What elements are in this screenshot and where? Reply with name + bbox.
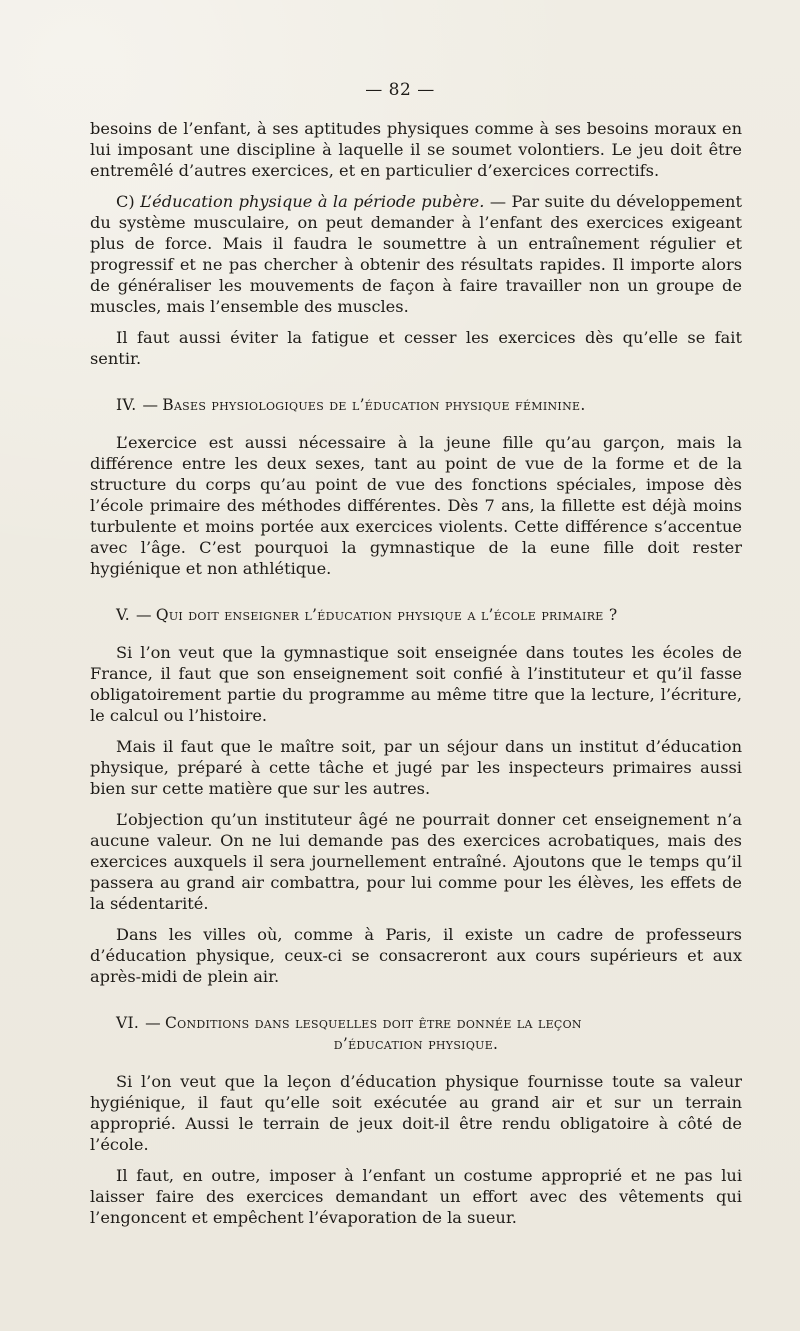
section-iv-heading <box>90 395 742 416</box>
section-vi-title-continued <box>90 1034 742 1055</box>
section-iv-title: Bases physiologiques de l’éducation physique féminine. <box>162 396 586 414</box>
section-vi-paragraph-1: Si l’on veut que la leçon d’éducation physique fournisse toute sa valeur hygiénique, il faut qu’elle soit exécutée au grand air et sur un terrain approprié. Aussi le terrain de jeux doit-il être rendu obligatoire à côté de l’école. <box>90 1072 742 1154</box>
section-vi-dash: — <box>145 1014 161 1032</box>
page-number: — 82 — <box>365 80 435 100</box>
section-vi-title: Conditions dans lesquelles doit être donnée la leçon <box>164 1014 582 1032</box>
section-v-dash: — <box>136 606 152 624</box>
section-iv-paragraph: L’exercice est aussi nécessaire à la jeune fille qu’au garçon, mais la différence entre les deux sexes, tant au point de vue de la forme et de la structure du corps qu’au point de vue des fonctions spéciales, impose dès l’école primaire des méthodes différentes. Dès 7 ans, la fillette est déjà moins turbulente et moins portée aux exercices violents. Cette différence s’accentue avec l’âge. C’est pourquoi la gymnastique de la eune fille doit rester hygiénique et non athlétique. <box>90 433 742 578</box>
section-c-body: — Par suite du développement du système musculaire, on peut demander à l’enfant des exercices exigeant plus de force. Mais il faudra le soumettre à un entraînement régulier et progressif et ne pas chercher à obtenir des résultats rapides. Il importe alors de généraliser les mouvements de façon à faire travailler non un groupe de muscles, mais l’ensemble des muscles. <box>90 192 742 316</box>
section-c-paragraph-2: Il faut aussi éviter la fatigue et cesser les exercices dès qu’elle se fait sentir. <box>90 328 742 368</box>
section-c-label: C) <box>116 192 135 211</box>
section-c-paragraph <box>90 191 742 317</box>
section-c-title: L’éducation physique à la période pubère. <box>140 192 485 211</box>
section-v-paragraph-3: L’objection qu’un instituteur âgé ne pourrait donner cet enseignement n’a aucune valeur. On ne lui demande pas des exercices acrobatiques, mais des exercices auxquels il sera journellement entraîné. Ajoutons que le temps qu’il passera au grand air combattra, pour lui comme pour les élèves, les effets de la sédentarité. <box>90 810 742 913</box>
section-v-title: Qui doit enseigner l’éducation physique a l’école primaire ? <box>155 606 618 624</box>
section-v-paragraph-2: Mais il faut que le maître soit, par un séjour dans un institut d’éducation physique, préparé à cette tâche et jugé par les inspecteurs primaires aussi bien sur cette matière que sur les autres. <box>90 737 742 798</box>
section-v-number: V. <box>116 606 131 624</box>
section-iv-dash: — <box>142 396 159 414</box>
section-v-heading <box>90 605 742 626</box>
intro-paragraph: besoins de l’enfant, à ses aptitudes physiques comme à ses besoins moraux en lui imposant une discipline à laquelle il se soumet volontiers. Le jeu doit être entremêlé d’autres exercices, et en particulier d’exercices correctifs. <box>90 119 742 180</box>
section-vi-number: VI. <box>116 1014 140 1032</box>
section-vi-title-line-2: d’éducation physique. <box>333 1035 499 1053</box>
section-vi-heading <box>90 1013 742 1034</box>
section-vi-paragraph-2: Il faut, en outre, imposer à l’enfant un costume approprié et ne pas lui laisser faire des exercices demandant un effort avec des vêtements qui l’engoncent et empêchent l’évaporation de la sueur. <box>90 1166 742 1227</box>
section-v-paragraph-4: Dans les villes où, comme à Paris, il existe un cadre de professeurs d’éducation physique, ceux-ci se consacreront aux cours supérieurs et aux après-midi de plein air. <box>90 925 742 986</box>
section-iv-number: IV. <box>116 396 137 414</box>
page-body <box>90 118 742 1238</box>
section-v-paragraph-1: Si l’on veut que la gymnastique soit enseignée dans toutes les écoles de France, il faut que son enseignement soit confié à l’instituteur et qu’il fasse obligatoirement partie du programme au même titre que la lecture, l’écriture, le calcul ou l’histoire. <box>90 643 742 725</box>
